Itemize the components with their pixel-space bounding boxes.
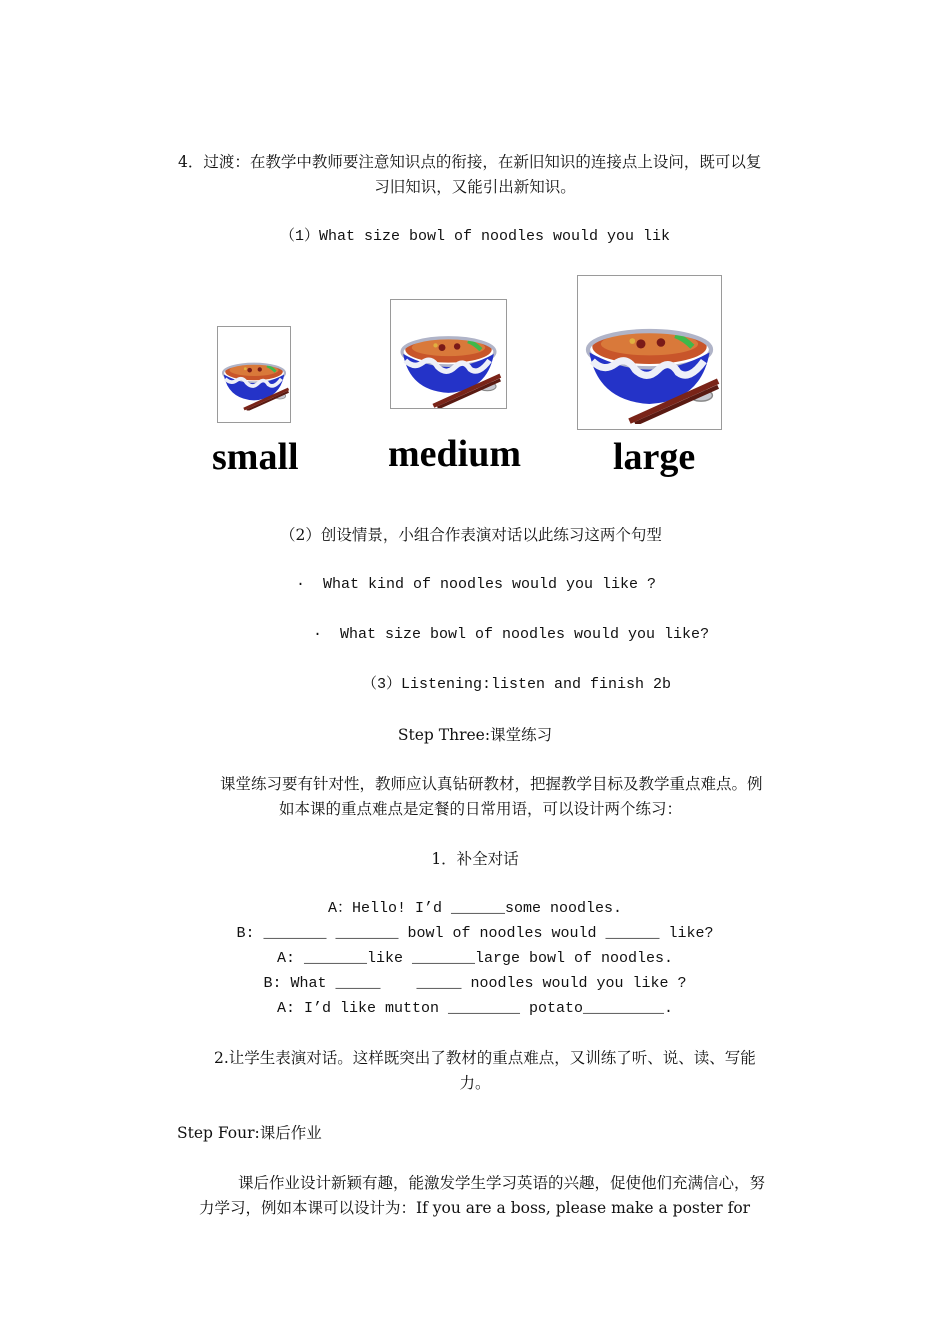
homework-line-2: 力学习，例如本课可以设计为：If you are a boss, please make a poster for: [199, 1199, 751, 1217]
exercise-2-line-2: 力。: [459, 1074, 491, 1092]
label-small: small: [212, 436, 299, 478]
exercise-1-title: 1．补全对话: [431, 850, 519, 868]
step-four-heading: Step Four:课后作业: [177, 1124, 322, 1142]
dialogue-line-5: A: I’d like mutton ________ potato_________.: [276, 1000, 674, 1017]
dialogue-line-2: B: _______ _______ bowl of noodles would ______ like?: [236, 925, 714, 942]
large-bowl-image: [577, 275, 722, 430]
question-1: （1）What size bowl of noodles would you lik: [279, 228, 671, 245]
dialogue-line-3: A: _______like _______large bowl of noodles.: [276, 950, 674, 967]
dialogue-line-4: B: What _____ _____ noodles would you like ?: [263, 975, 687, 992]
bullet-1: · What kind of noodles would you like ?: [296, 576, 657, 593]
small-bowl-image: [217, 326, 291, 423]
dialogue-line-1: A：Hello! I’d ______some noodles.: [327, 900, 623, 917]
transition-line-1: 4．过渡：在教学中教师要注意知识点的衔接，在新旧知识的连接点上设问，既可以复: [178, 153, 762, 171]
transition-line-2: 习旧知识，又能引出新知识。: [374, 178, 576, 196]
practice-line-2: 如本课的重点难点是定餐的日常用语，可以设计两个练习：: [279, 800, 683, 818]
exercise-2-line-1: 2.让学生表演对话。这样既突出了教材的重点难点，又训练了听、说、读、写能: [214, 1049, 756, 1067]
label-large: large: [613, 436, 696, 478]
homework-line-1: 课后作业设计新颖有趣，能激发学生学习英语的兴趣，促使他们充满信心，努: [238, 1174, 766, 1192]
medium-bowl-image: [390, 299, 507, 409]
question-2: （2）创设情景，小组合作表演对话以此练习这两个句型: [280, 526, 662, 544]
step-three-heading: Step Three:课堂练习: [397, 726, 553, 744]
bullet-2: · What size bowl of noodles would you like?: [313, 626, 710, 643]
question-3: （3）Listening:listen and finish 2b: [362, 676, 672, 693]
practice-line-1: 课堂练习要有针对性，教师应认真钻研教材，把握教学目标及教学重点难点。例: [220, 775, 763, 793]
label-medium: medium: [388, 433, 521, 475]
